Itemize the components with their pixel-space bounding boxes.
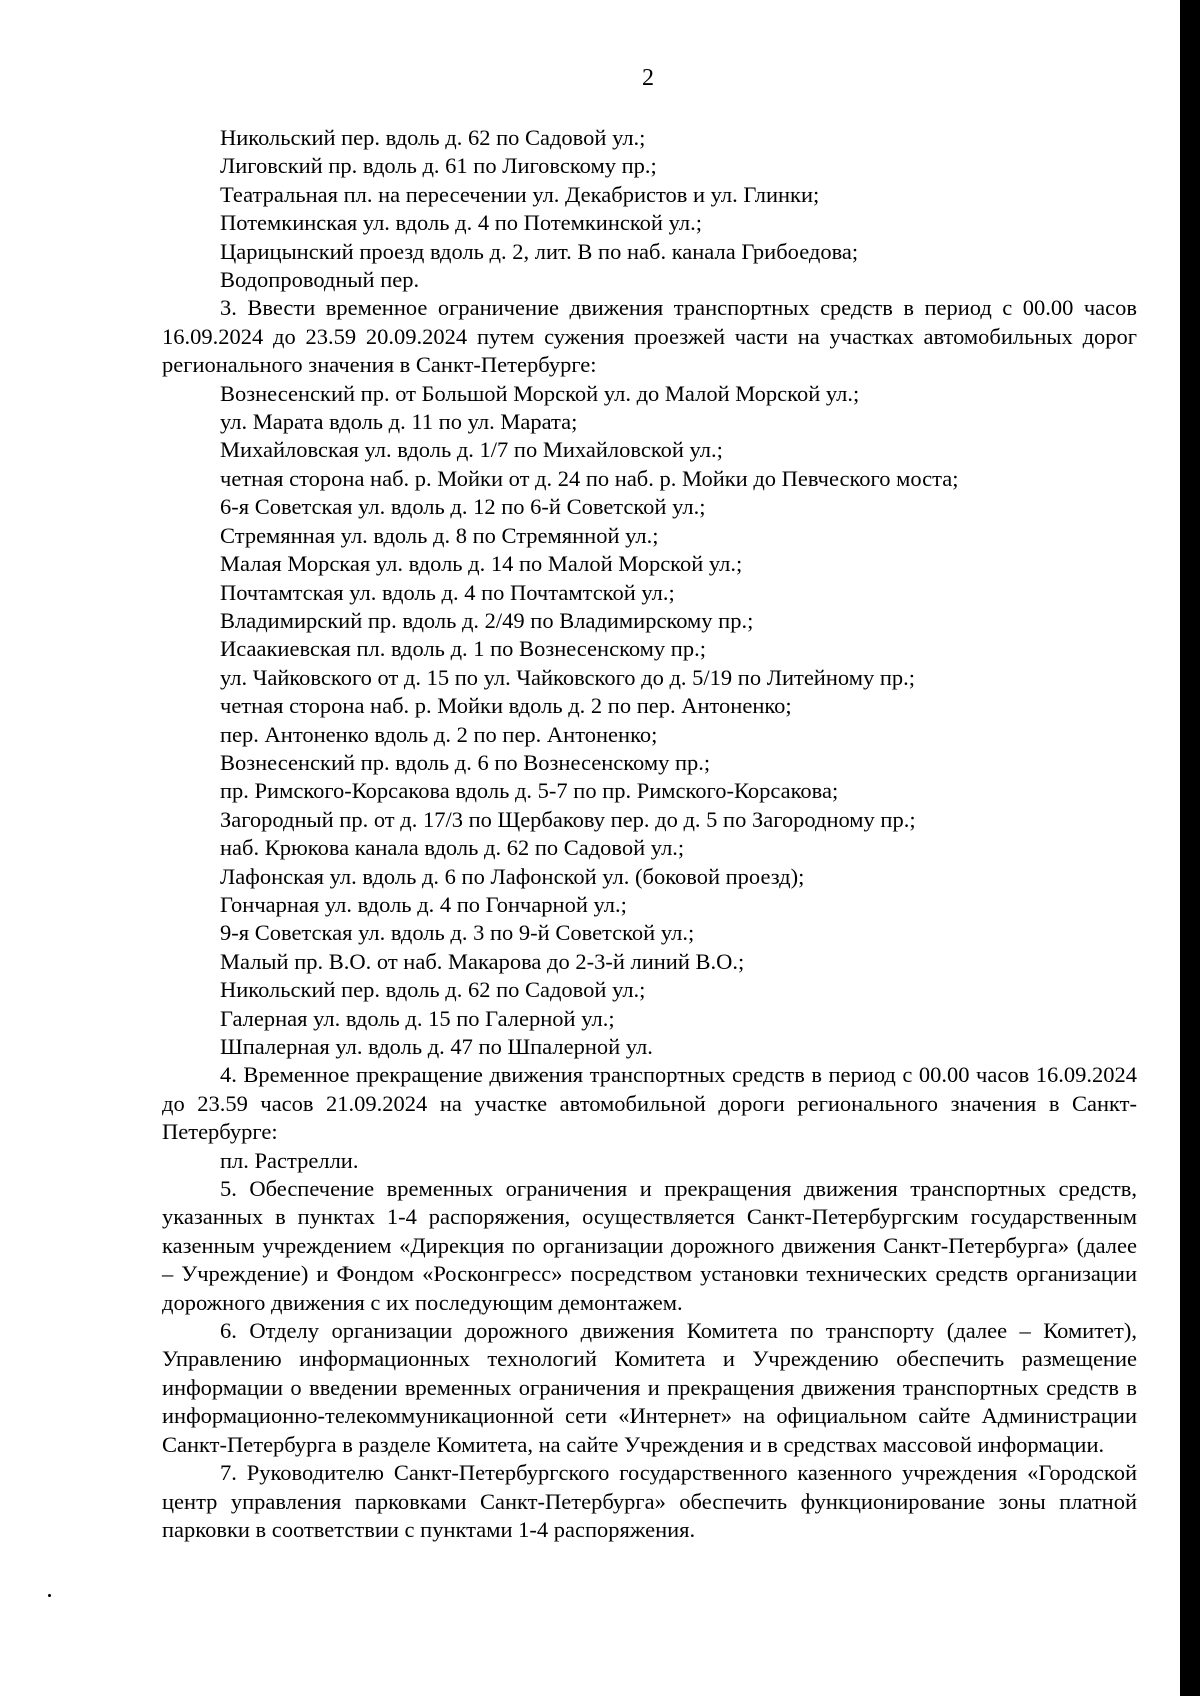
list-item: 9-я Советская ул. вдоль д. 3 по 9-й Советской ул.; <box>220 920 695 946</box>
list-item: 6-я Советская ул. вдоль д. 12 по 6-й Советской ул.; <box>220 494 706 520</box>
scan-edge-bar <box>1180 0 1200 1696</box>
list-item: Царицынский проезд вдоль д. 2, лит. В по наб. канала Грибоедова; <box>220 238 859 264</box>
page-number: 2 <box>642 65 654 91</box>
list-item: Никольский пер. вдоль д. 62 по Садовой ул.; <box>220 125 646 150</box>
street-list-3 <box>162 380 1137 1062</box>
list-item: четная сторона наб. р. Мойки от д. 24 по наб. р. Мойки до Певческого моста; <box>220 465 959 491</box>
list-item: Владимирский пр. вдоль д. 2/49 по Владимирскому пр.; <box>220 607 754 633</box>
paragraph-3: 3. Ввести временное ограничение движения транспортных средств в период с 00.00 часов 16.09.2024 до 23.59 20.09.2024 путем сужения проезжей части на участках автомобильных дорог регионального значения в Санкт-Петербурге: <box>162 295 1137 378</box>
list-item: Исаакиевская пл. вдоль д. 1 по Вознесенскому пр.; <box>220 636 706 662</box>
list-item: ул. Чайковского от д. 15 по ул. Чайковского до д. 5/19 по Литейному пр.; <box>220 664 915 690</box>
list-item: Вознесенский пр. от Большой Морской ул. до Малой Морской ул.; <box>220 380 860 406</box>
list-item: Водопроводный пер. <box>220 267 420 293</box>
list-item: Потемкинская ул. вдоль д. 4 по Потемкинской ул.; <box>220 210 702 236</box>
scan-speck <box>48 1594 51 1597</box>
list-item: пер. Антоненко вдоль д. 2 по пер. Антоненко; <box>220 721 658 747</box>
list-item: Галерная ул. вдоль д. 15 по Галерной ул.; <box>220 1005 615 1031</box>
list-item: Михайловская ул. вдоль д. 1/7 по Михайловской ул.; <box>220 437 723 463</box>
list-item: Малая Морская ул. вдоль д. 14 по Малой Морской ул.; <box>220 551 743 577</box>
list-item: Загородный пр. от д. 17/3 по Щербакову пер. до д. 5 по Загородному пр.; <box>220 806 916 832</box>
list-item: Почтамтская ул. вдоль д. 4 по Почтамтской ул.; <box>220 579 675 605</box>
paragraph-5: 5. Обеспечение временных ограничения и прекращения движения транспортных средств, указанных в пунктах 1-4 распоряжения, осуществляется Санкт-Петербургским государственным казенным учреждением «Дирекция по организации дорожного движения Санкт-Петербурга» (далее – Учреждение) и Фондом «Росконгресс» посредством установки технических средств организации дорожного движения с их последующим демонтажем. <box>162 1176 1137 1315</box>
document-body <box>162 124 1137 1544</box>
list-item: четная сторона наб. р. Мойки вдоль д. 2 по пер. Антоненко; <box>220 693 792 719</box>
list-item: пл. Растрелли. <box>220 1147 359 1173</box>
list-item: Театральная пл. на пересечении ул. Декабристов и ул. Глинки; <box>220 181 820 207</box>
list-item: Лафонская ул. вдоль д. 6 по Лафонской ул. (боковой проезд); <box>220 863 805 889</box>
list-item: Никольский пер. вдоль д. 62 по Садовой ул.; <box>220 977 646 1003</box>
paragraph-7: 7. Руководителю Санкт-Петербургского государственного казенного учреждения «Городской центр управления парковками Санкт-Петербурга» обеспечить функционирование зоны платной парковки в соответствии с пунктами 1-4 распоряжения. <box>162 1460 1137 1542</box>
list-item: Гончарная ул. вдоль д. 4 по Гончарной ул.; <box>220 891 627 917</box>
paragraph-4: 4. Временное прекращение движения транспортных средств в период с 00.00 часов 16.09.2024 до 23.59 часов 21.09.2024 на участке автомобильной дороги регионального значения в Санкт-Петербурге: <box>162 1062 1137 1145</box>
paragraph-6: 6. Отделу организации дорожного движения Комитета по транспорту (далее – Комитет), Управлению информационных технологий Комитета и Учреждению обеспечить размещение информации о введении временных ограничения и прекращения движения транспортных средств в информационно-телекоммуникационной сети «Интернет» на официальном сайте Администрации Санкт-Петербурга в разделе Комитета, на сайте Учреждения и в средствах массовой информации. <box>162 1318 1137 1457</box>
list-item: Шпалерная ул. вдоль д. 47 по Шпалерной ул. <box>220 1034 653 1059</box>
list-item: Стремянная ул. вдоль д. 8 по Стремянной ул.; <box>220 522 659 548</box>
list-item: наб. Крюкова канала вдоль д. 62 по Садовой ул.; <box>220 835 685 861</box>
list-item: Вознесенский пр. вдоль д. 6 по Вознесенскому пр.; <box>220 749 711 775</box>
street-list-4 <box>162 1147 1137 1175</box>
list-item: Малый пр. В.О. от наб. Макарова до 2-3-й линий В.О.; <box>220 948 745 974</box>
list-item: Лиговский пр. вдоль д. 61 по Лиговскому пр.; <box>220 153 657 179</box>
street-list-top <box>162 124 1137 294</box>
list-item: ул. Марата вдоль д. 11 по ул. Марата; <box>220 409 578 435</box>
list-item: пр. Римского-Корсакова вдоль д. 5-7 по пр. Римского-Корсакова; <box>220 778 839 804</box>
